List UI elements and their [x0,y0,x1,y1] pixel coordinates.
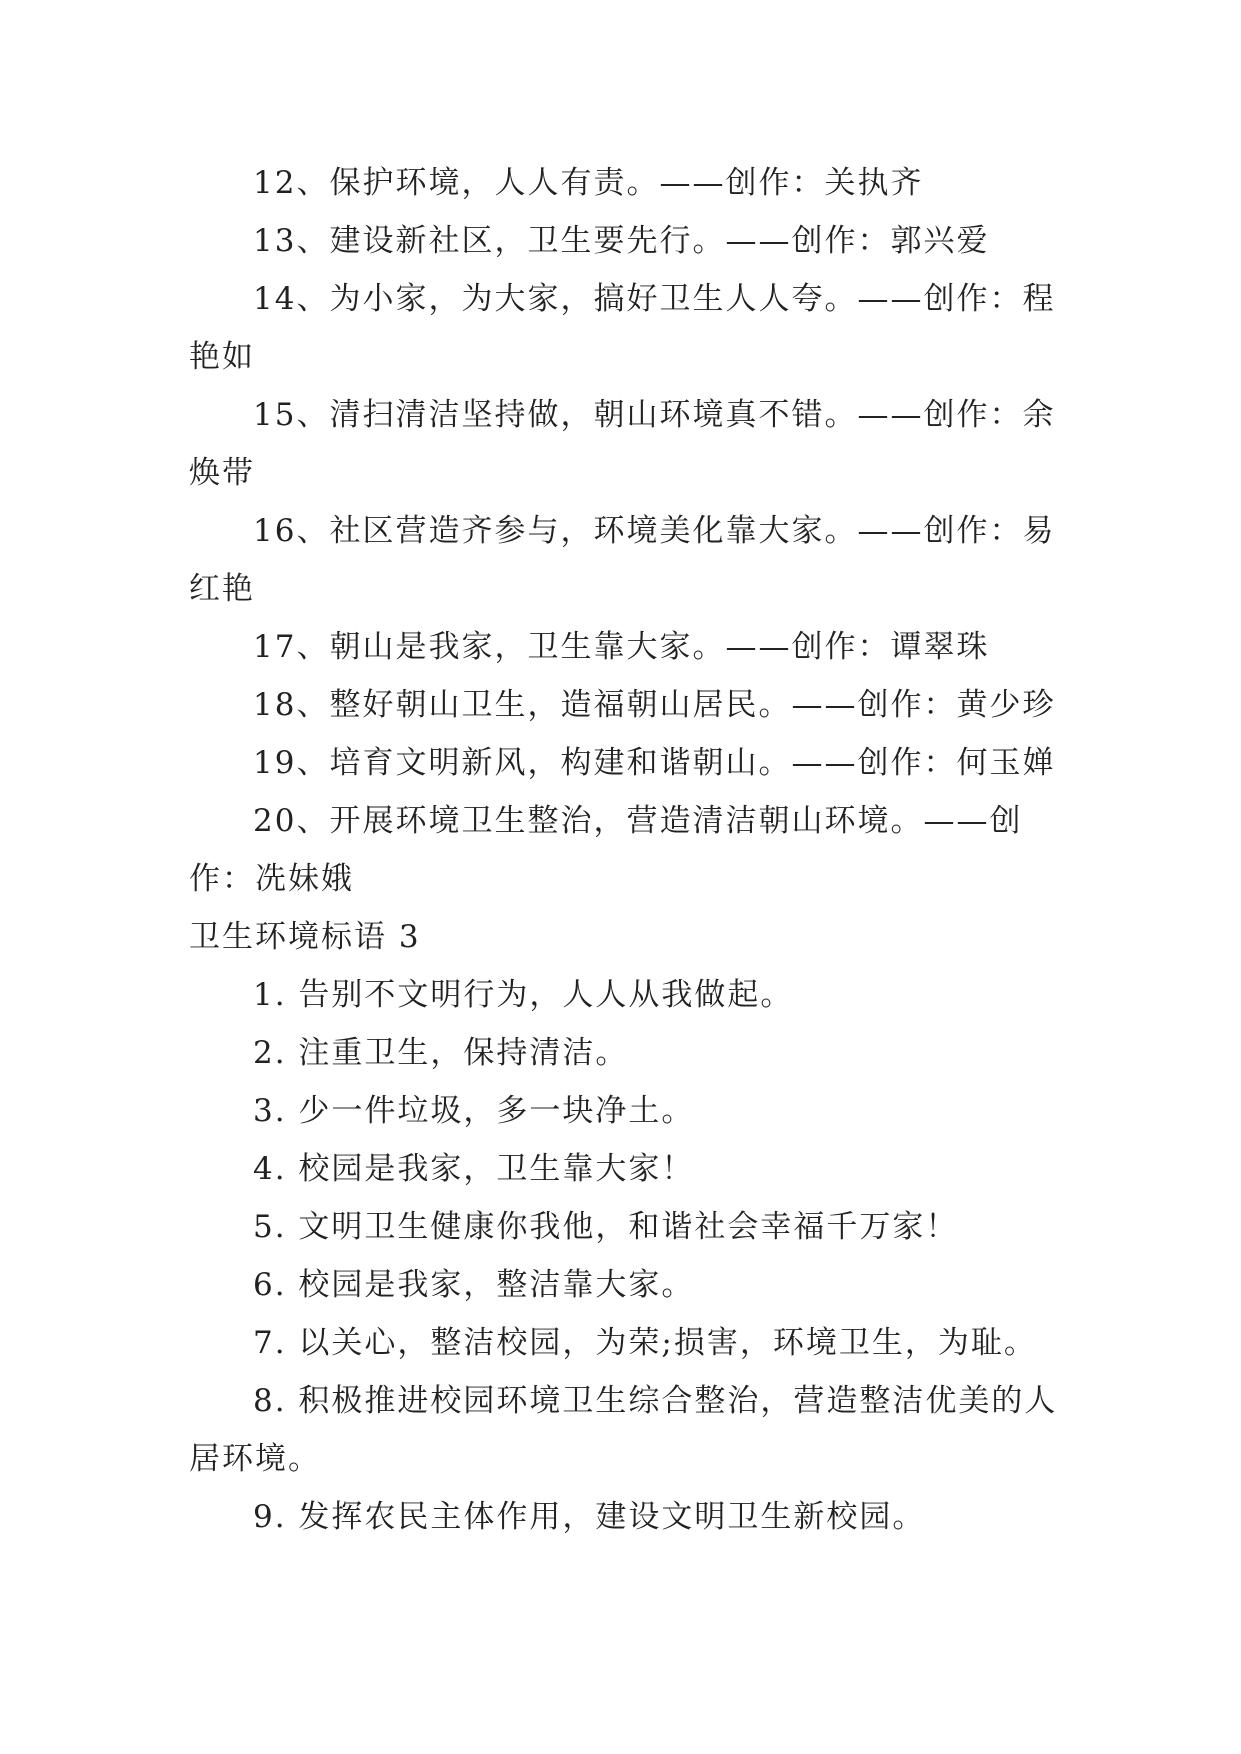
section-title: 卫生环境标语 3 [189,919,421,955]
list-item: 1. 告别不文明行为，人人从我做起。 [253,977,794,1013]
list-item: 8. 积极推进校园环境卫生综合整治，营造整洁优美的人居环境。 [189,1383,1058,1477]
slogan-line: 16、社区营造齐参与，环境美化靠大家。——创作：易红艳 [189,513,1056,607]
slogan-line: 17、朝山是我家，卫生靠大家。——创作：谭翠珠 [253,629,990,665]
slogan-line: 12、保护环境，人人有责。——创作：关执齐 [253,165,924,201]
slogan-line: 15、清扫清洁坚持做，朝山环境真不错。——创作：余焕带 [189,397,1056,491]
document-body [189,154,1061,1546]
list-item: 2. 注重卫生，保持清洁。 [253,1035,629,1071]
list-item: 9. 发挥农民主体作用，建设文明卫生新校园。 [253,1499,926,1535]
list-item: 4. 校园是我家，卫生靠大家！ [253,1151,695,1187]
slogan-line: 14、为小家，为大家，搞好卫生人人夸。——创作：程艳如 [189,281,1056,375]
list-item: 7. 以关心，整洁校园，为荣;损害，环境卫生，为耻。 [253,1325,1037,1361]
slogan-line: 13、建设新社区，卫生要先行。——创作：郭兴爱 [253,223,990,259]
list-item: 5. 文明卫生健康你我他，和谐社会幸福千万家！ [253,1209,959,1245]
list-item: 3. 少一件垃圾，多一块净土。 [253,1093,695,1129]
slogan-line: 20、开展环境卫生整治，营造清洁朝山环境。——创作：冼妹娥 [189,803,1023,897]
list-item: 6. 校园是我家，整洁靠大家。 [253,1267,695,1303]
slogan-line: 18、整好朝山卫生，造福朝山居民。——创作：黄少珍 [253,687,1056,723]
slogan-line: 19、培育文明新风，构建和谐朝山。——创作：何玉婵 [253,745,1056,781]
